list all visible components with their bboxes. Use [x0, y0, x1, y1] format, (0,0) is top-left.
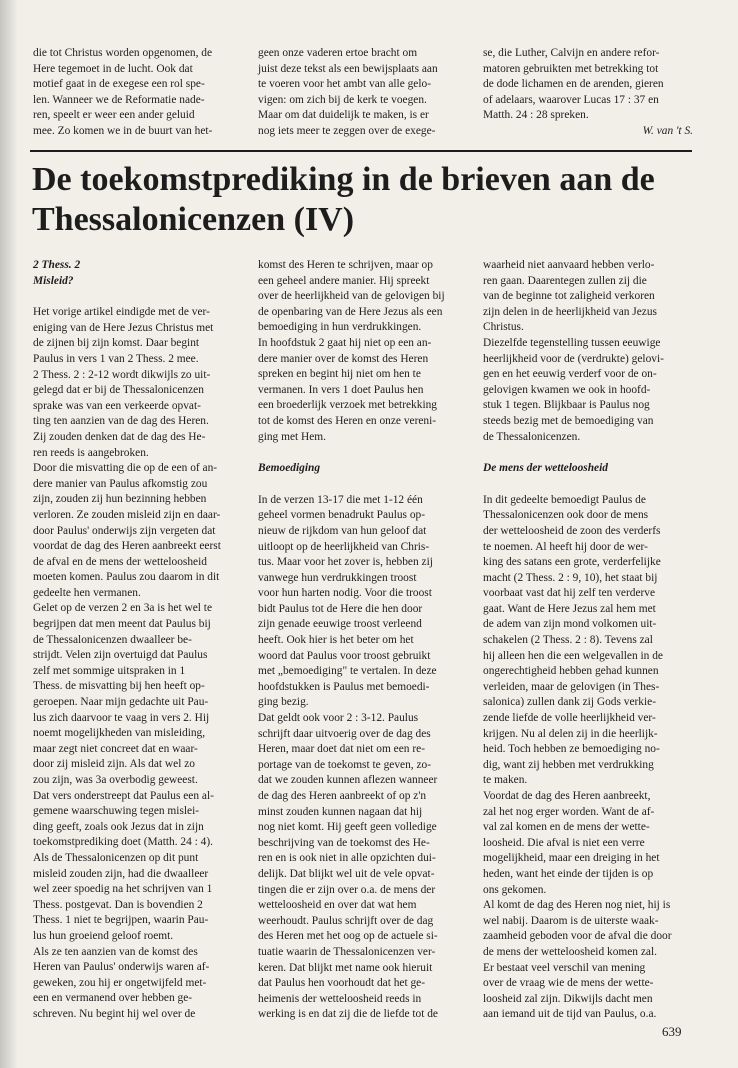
article-title-line2: Thessalonicenzen (IV) — [32, 201, 355, 238]
page-number: 639 — [662, 1024, 682, 1039]
text-line: vermanen. In vers 1 doet Paulus hen — [258, 383, 424, 396]
text-line: komst des Heren te schrijven, maar op — [258, 259, 433, 271]
previous-article-col1 — [33, 46, 245, 140]
text-line: dere manier over de komst des Heren — [258, 352, 429, 365]
text-line: zende liefde de volle heerlijkheid ver- — [483, 712, 656, 725]
text-line: ren gaan. Daarentegen zullen zij die — [483, 274, 647, 287]
text-line: Het vorige artikel eindigde met de ver- — [33, 306, 210, 319]
column-2-text-a — [258, 258, 470, 445]
text-line: vigen: om zich bij de kerk te voegen. — [258, 93, 427, 106]
text-line: de Thessalonicenzen. — [483, 430, 581, 443]
text-line: dat Paulus hen voorhoudt dat het ge- — [258, 977, 426, 990]
text-line: heimenis der wetteloosheid reeds in — [258, 992, 422, 1005]
text-line: te voeren voor het ambt van alle gelo- — [258, 78, 432, 91]
text-line: beschrijving van de toekomst des He- — [258, 836, 430, 849]
text-line: de Thessalonicenzen dwaalleer be- — [33, 633, 192, 646]
section-divider — [30, 150, 692, 152]
article-column-1 — [33, 258, 245, 1023]
text-line: ting ten aanzien van de dag des Heren. — [33, 415, 209, 428]
text-line: heeft. Ook hier is het beter om het — [258, 634, 414, 647]
text-line: ongerechtigheid hebben gehad kunnen — [483, 665, 659, 678]
text-line: ons gekomen. — [483, 883, 547, 896]
text-line: moeten komen. Paulus zou daarom in dit — [33, 571, 220, 584]
text-line: Als de Thessalonicenzen op dit punt — [33, 851, 199, 864]
text-line: In de verzen 13-17 die met 1-12 één — [258, 493, 423, 506]
text-line: de openbaring van de Here Jezus als een — [258, 305, 443, 318]
text-line: gedeelte hen vermanen. — [33, 586, 141, 599]
text-line: dig, want zij hebben met verdrukking — [483, 758, 654, 771]
text-line: gen en het eeuwig verderf voor de on- — [483, 368, 657, 381]
previous-article-col2 — [258, 46, 470, 140]
text-line: zelf met sommige uitspraken in 1 — [33, 664, 186, 677]
text-line: Heren, maar doet dat niet om een re- — [258, 743, 425, 756]
text-line: juist deze tekst als een bewijsplaats aan — [258, 62, 438, 75]
text-line: Matth. 24 : 28 spreken. — [483, 109, 589, 122]
text-line: wel nabij. Daarom is de uiterste waak- — [483, 914, 659, 927]
text-line: heid. Toch hebben ze bemoediging no- — [483, 743, 660, 756]
text-line: gelovigen kwamen we ook in hoofd- — [483, 383, 651, 396]
text-line: geen onze vaderen ertoe bracht om — [258, 47, 418, 59]
section-heading-mens-der-wetteloosheid: De mens der wetteloosheid — [483, 462, 608, 475]
text-line: tus. Maar voor het zover is, hebben zij — [258, 556, 433, 569]
text-line: maar zegt niet concreet dat en waar- — [33, 742, 198, 755]
text-line: nieuw de rijkdom van hun geloof dat — [258, 524, 427, 537]
text-line: over de heerlijkheid van de gelovigen bij — [258, 290, 445, 303]
text-line: Thess. 1 niet te begrijpen, waarin Pau- — [33, 914, 209, 927]
text-line: minst zouden kunnen nagaan dat hij — [258, 805, 423, 818]
text-line: aan iemand uit de tijd van Paulus, o.a. — [483, 1008, 657, 1021]
text-line: ging met Hem. — [258, 430, 327, 443]
section-heading-2-thess: 2 Thess. 2 — [33, 259, 81, 271]
text-line: de zijnen bij zijn komst. Daar begint — [33, 337, 200, 350]
text-line: verleiden, maar de gelovigen (in Thes- — [483, 680, 660, 693]
text-line: Als ze ten aanzien van de komst des — [33, 945, 198, 958]
article-title — [32, 160, 702, 240]
text-line: schrijft daar uitvoerig over de dag des — [258, 727, 431, 740]
text-line: bemoediging in hun verdrukkingen. — [258, 321, 422, 334]
text-line: king des satans een grote, verderfelijke — [483, 556, 661, 569]
text-line: steeds bezig met de bemoediging van — [483, 414, 654, 427]
author-signature: W. van 't S. — [642, 124, 693, 137]
text-line: dere manier van Paulus afkomstig zou — [33, 477, 208, 490]
text-line: tuatie waarin de Thessalonicenzen ver- — [258, 945, 436, 958]
text-line: uitloopt op de heerlijkheid van Chris- — [258, 540, 430, 553]
text-line: ding geeft, zoals ook Jezus dat in zijn — [33, 820, 204, 833]
text-line: portage van de toekomst te geven, zo- — [258, 758, 432, 771]
column-2-text-b — [258, 493, 470, 1023]
text-line: van de beginne tot zaligheid verkoren — [483, 290, 655, 303]
text-line: len. Wanneer we de Reformatie nade- — [33, 93, 205, 106]
text-line: Paulus in vers 1 van 2 Thess. 2 mee. — [33, 352, 199, 365]
text-line: tot de komst des Heren en onze vereni- — [258, 414, 437, 427]
text-line: Thessalonicenzen ook door de mens — [483, 509, 649, 522]
text-line: voorbaat vast dat hij zelf ten verderve — [483, 587, 656, 600]
previous-article-col3-text — [483, 46, 693, 124]
text-line: Dat geldt ook voor 2 : 3-12. Paulus — [258, 712, 419, 725]
text-line: te noemen. Al heeft hij door de wer- — [483, 540, 648, 553]
text-line: Thess. postgevat. Dan is bovendien 2 — [33, 898, 203, 911]
text-line: de mens der wetteloosheid komen zal. — [483, 945, 657, 958]
column-3-text-a — [483, 258, 695, 445]
text-line: ren en is ook niet in alle opzichten dui- — [258, 852, 436, 865]
text-line: stuk 1 tegen. Blijkbaar is Paulus nog — [483, 399, 650, 412]
article-column-3 — [483, 258, 695, 1023]
text-line: eniging van de Here Jezus Christus met — [33, 321, 214, 334]
text-line: waarheid niet aanvaard hebben verlo- — [483, 259, 655, 271]
text-line: Zij zouden denken dat de dag des He- — [33, 430, 206, 443]
text-line: ging bezig. — [258, 696, 309, 709]
text-line: schreven. Nu begint hij wel over de — [33, 1007, 196, 1020]
text-line: des Heren met het oog op de actuele si- — [258, 930, 438, 943]
text-line: toekomstprediking doet (Matth. 24 : 4). — [33, 836, 214, 849]
text-line: dat we zouden kunnen aflezen wanneer — [258, 774, 438, 787]
text-line: schakelen (2 Thess. 2 : 8). Tevens zal — [483, 634, 653, 647]
text-line: hij alleen hen die een welgevallen in de — [483, 649, 663, 662]
text-line: In hoofdstuk 2 gaat hij niet op een an- — [258, 336, 432, 349]
text-line: zijn, zouden zij hun bezinning hebben — [33, 493, 207, 506]
text-line: matoren gebruikten met betrekking tot — [483, 62, 659, 75]
text-line: Heren van Paulus' onderwijs waren af- — [33, 961, 210, 974]
text-line: noemt mogelijkheden van misleiding, — [33, 727, 206, 740]
text-line: strijdt. Velen zijn overtuigd dat Paulus — [33, 649, 208, 662]
text-line: se, die Luther, Calvijn en andere refor- — [483, 47, 660, 59]
text-line: der wetteloosheid de zoon des verderfs — [483, 524, 661, 537]
text-line: zaamheid geboden voor de afval die door — [483, 930, 672, 943]
text-line: geroepen. Naar mijn gedachte uit Pau- — [33, 696, 209, 709]
text-line: val zal komen en de mens der wette- — [483, 821, 650, 834]
section-heading-misleid: Misleid? — [33, 274, 74, 287]
column-1-text — [33, 305, 245, 1022]
text-line: met „bemoediging" te vertalen. In deze — [258, 665, 437, 678]
text-line: gaat. Want de Here Jezus zal hem met — [483, 602, 656, 615]
text-line: een geheel andere manier. Hij spreekt — [258, 274, 430, 287]
text-line: Er bestaat veel verschil van mening — [483, 961, 646, 974]
text-line: lus hun groeiend geloof roemt. — [33, 929, 174, 942]
text-line: heerlijkheid voor de (verdrukte) gelovi- — [483, 352, 664, 365]
text-line: Thess. de misvatting bij hen heeft op- — [33, 680, 205, 693]
text-line: Gelet op de verzen 2 en 3a is het wel te — [33, 602, 213, 615]
text-line: 2 Thess. 2 : 2-12 wordt dikwijls zo uit- — [33, 368, 211, 381]
text-line: motief gaat in de exegese een rol spe- — [33, 78, 205, 91]
text-line: loosheid. Die afval is niet een verre — [483, 836, 645, 849]
text-line: In dit gedeelte bemoedigt Paulus de — [483, 493, 646, 506]
text-line: nog iets meer te zeggen over de exege- — [258, 124, 436, 137]
text-line: Al komt de dag des Heren nog niet, hij is — [483, 899, 671, 912]
text-line: begrijpen dat men meent dat Paulus bij — [33, 618, 211, 631]
text-line: een en vermanend over hebben ge- — [33, 992, 193, 1005]
text-line: werking is en dat zij die de liefde tot de — [258, 1008, 438, 1021]
text-line: wetteloosheid en over dat wat hem — [258, 899, 417, 912]
article-column-2 — [258, 258, 470, 1023]
text-line: Diezelfde tegenstelling tussen eeuwige — [483, 336, 661, 349]
text-line: Dat vers onderstreept dat Paulus een al- — [33, 789, 214, 802]
section-heading-bemoediging: Bemoediging — [258, 462, 321, 475]
text-line: salonica) zullen dank zij Gods verkie- — [483, 696, 657, 709]
text-line: ren reeds is aangebroken. — [33, 446, 149, 459]
text-line: Voordat de dag des Heren aanbreekt, — [483, 790, 651, 802]
text-line: door Paulus' onderwijs zijn vergeten dat — [33, 524, 216, 537]
text-line: loosheid zal zijn. Dikwijls dacht men — [483, 992, 653, 1005]
text-line: tingen die er zijn over o.a. de mens der — [258, 883, 436, 896]
text-line: nog niet komt. Hij geeft geen volledige — [258, 821, 437, 834]
text-line: mogelijkheid, maar een dreiging in het — [483, 852, 660, 865]
text-line: keren. Dat blijkt met name ook hieruit — [258, 961, 433, 974]
text-line: zal het nog erger worden. Want de af- — [483, 805, 655, 818]
text-line: over de vraag wie de mens der wette- — [483, 977, 654, 990]
text-line: misleid zouden zijn, had die dwaalleer — [33, 867, 209, 880]
article-title-line1: De toekomstprediking in de brieven aan de — [32, 161, 655, 198]
text-line: voor hun harten nodig. Voor die troost — [258, 587, 432, 600]
text-line: de dode lichamen en de arenden, gieren — [483, 78, 664, 91]
text-line: een broederlijk verzoek met betrekking — [258, 399, 438, 412]
text-line: gemene waarschuwing tegen mislei- — [33, 805, 200, 818]
text-line: Maar om dat duidelijk te maken, is er — [258, 109, 429, 122]
text-line: weerhoudt. Paulus schrijft over de dag — [258, 914, 434, 927]
text-line: zou zijn, was 3a overbodig geweest. — [33, 774, 198, 786]
text-line: door zij misleid zijn. Als dat wel zo — [33, 758, 195, 771]
previous-article-col3 — [483, 46, 693, 140]
text-line: mee. Zo komen we in de buurt van het- — [33, 124, 213, 137]
text-line: de dag des Heren aanbreekt of op z'n — [258, 790, 427, 802]
text-line: voordat de dag des Heren aanbreekt eerst — [33, 540, 221, 553]
text-line: spreken en begint hij niet om hen te — [258, 368, 421, 381]
text-line: woord dat Paulus voor troost gebruikt — [258, 649, 431, 662]
text-line: heden, want het einde der tijden is op — [483, 867, 654, 880]
text-line: hoofdstukken is Paulus met bemoedi- — [258, 680, 430, 693]
text-line: Here tegemoet in de lucht. Ook dat — [33, 62, 193, 75]
text-line: Door die misvatting die op de een of an- — [33, 462, 218, 475]
text-line: vanwege hun verdrukkingen troost — [258, 571, 417, 584]
text-line: te maken. — [483, 774, 528, 787]
text-line: geweken, zou hij er ongetwijfeld met- — [33, 976, 207, 989]
text-line: geheel vormen benadrukt Paulus op- — [258, 509, 426, 522]
text-line: de afval en de mens der wetteloosheid — [33, 555, 207, 568]
text-line: macht (2 Thess. 2 : 9, 10), het staat bij — [483, 571, 658, 584]
text-line: verloren. Ze zouden misleid zijn en daar- — [33, 508, 221, 521]
text-line: bidt Paulus tot de Here die hen door — [258, 602, 423, 615]
text-line: zijn genade eeuwige troost verleend — [258, 618, 422, 631]
text-line: zijn delen in de heerlijkheid van Jezus — [483, 305, 657, 318]
text-line: Christus. — [483, 321, 524, 334]
binding-shadow — [0, 0, 18, 1068]
text-line: gelegd dat er bij de Thessalonicenzen — [33, 384, 204, 397]
text-line: wel zeer spoedig na het schrijven van 1 — [33, 883, 213, 896]
text-line: delijk. Dat blijkt wel uit de vele opvat- — [258, 867, 435, 880]
text-line: sprake was van een verkeerde opvat- — [33, 399, 201, 412]
text-line: krijgen. Nu al delen zij in die heerlijk- — [483, 727, 658, 740]
text-line: die tot Christus worden opgenomen, de — [33, 47, 213, 59]
text-line: de adem van zijn mond volkomen uit- — [483, 618, 657, 631]
text-line: lus zich daarvoor te vaag in vers 2. Hij — [33, 711, 210, 724]
text-line: of adelaars, waarover Lucas 17 : 37 en — [483, 93, 659, 106]
text-line: ren, speelt er weer een ander geluid — [33, 109, 195, 122]
column-3-text-b — [483, 493, 695, 1023]
